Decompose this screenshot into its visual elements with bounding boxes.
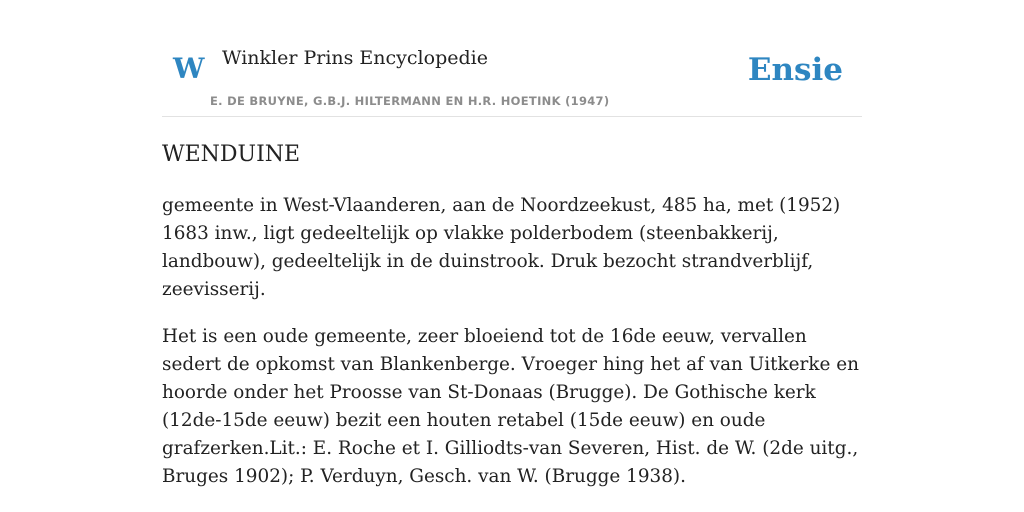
entry-paragraph: Het is een oude gemeente, zeer bloeiend tot de 16de eeuw, vervallen sedert de opkomst van Blankenberge. Vroeger hing het af van Uitkerke en hoorde onder het Proosse van St-Donaas (Brugge). De Gothische kerk (12de-15de eeuw) bezit een houten retabel (15de eeuw) en oude grafzerken.Lit.: E. Roche et I. Gilliodts-van Severen, Hist. de W. (2de uitg., Bruges 1902); P. Verduyn, Gesch. van W. (Brugge 1938). <box>162 326 859 487</box>
entry-paragraph: gemeente in West-Vlaanderen, aan de Noordzeekust, 485 ha, met (1952) 1683 inw., ligt gedeeltelijk op vlakke polderbodem (steenbakkerij, landbouw), gedeeltelijk in de duinstrook. Druk bezocht strandverblijf, zeevisserij. <box>162 195 841 300</box>
entry-body <box>162 192 862 510</box>
encyclopedia-logo-icon[interactable]: W <box>173 52 205 85</box>
book-title[interactable]: Winkler Prins Encyclopedie <box>222 47 488 69</box>
ensie-brand-link[interactable]: Ensie <box>747 52 843 88</box>
page-container <box>162 0 862 487</box>
header <box>162 0 862 117</box>
entry-title: WENDUINE <box>162 142 301 167</box>
book-authors: E. DE BRUYNE, G.B.J. HILTERMANN EN H.R. HOETINK (1947) <box>210 94 610 108</box>
